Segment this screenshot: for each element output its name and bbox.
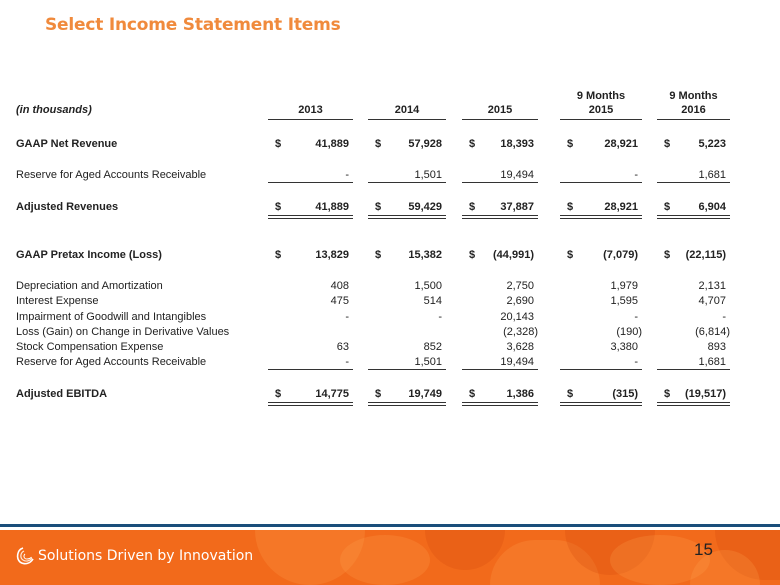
cell-value: 852 (423, 341, 442, 353)
row-label: Reserve for Aged Accounts Receivable (16, 356, 207, 368)
cell-value: 1,500 (414, 280, 442, 292)
row-label: Adjusted EBITDA (16, 388, 108, 400)
cell-value: 1,501 (414, 169, 442, 181)
cell-value: 5,223 (698, 138, 726, 150)
column-header-2015 (462, 89, 538, 117)
table-row-derivative (0, 325, 780, 339)
cell-value: - (722, 311, 726, 323)
currency-symbol: $ (375, 249, 382, 261)
subtotal-underline (462, 369, 538, 370)
total-double-underline (560, 402, 642, 406)
header-underline (462, 119, 538, 120)
currency-symbol: $ (664, 249, 671, 261)
cell-value: 3,628 (506, 341, 534, 353)
currency-symbol: $ (567, 249, 574, 261)
cell-value: 63 (336, 341, 349, 353)
table-row-interest-expense (0, 294, 780, 308)
total-double-underline (268, 215, 353, 219)
column-header-2013 (268, 89, 353, 117)
table-row-gaap-pretax-income (0, 248, 780, 262)
currency-symbol: $ (375, 201, 382, 213)
table-row-reserve-ebitda (0, 355, 780, 369)
cell-value: 1,595 (610, 295, 638, 307)
cell-value: 19,494 (500, 356, 534, 368)
subtotal-underline (268, 369, 353, 370)
cell-value: (6,814) (695, 326, 730, 338)
cell-value: 2,750 (506, 280, 534, 292)
total-double-underline (462, 402, 538, 406)
footer-banner (0, 530, 780, 585)
subtotal-underline (368, 182, 446, 183)
cell-value: 13,829 (315, 249, 349, 261)
cell-value: (315) (612, 388, 638, 400)
column-header-line1 (368, 89, 446, 103)
cell-value: - (634, 311, 638, 323)
column-header-line2: 2015 (588, 104, 614, 116)
cell-value: 2,690 (506, 295, 534, 307)
cell-value: 1,681 (698, 169, 726, 181)
total-double-underline (462, 215, 538, 219)
table-row-impairment (0, 310, 780, 324)
cell-value: 19,494 (500, 169, 534, 181)
currency-symbol: $ (275, 388, 282, 400)
cell-value: 14,775 (315, 388, 349, 400)
cell-value: 2,131 (698, 280, 726, 292)
cell-value: 1,681 (698, 356, 726, 368)
cell-value: 408 (330, 280, 349, 292)
subtotal-underline (560, 369, 642, 370)
cell-value: - (438, 311, 442, 323)
header-underline (657, 119, 730, 120)
table-row-adjusted-revenues (0, 200, 780, 214)
table-row-reserve-revenue (0, 168, 780, 182)
currency-symbol: $ (567, 201, 574, 213)
row-label: Adjusted Revenues (16, 201, 119, 213)
subtotal-underline (268, 182, 353, 183)
cell-value: 19,749 (408, 388, 442, 400)
subtotal-underline (657, 369, 730, 370)
row-label: GAAP Net Revenue (16, 138, 118, 150)
cell-value: 15,382 (408, 249, 442, 261)
cell-value: - (345, 169, 349, 181)
page-number: 15 (694, 540, 713, 559)
cell-value: 514 (423, 295, 442, 307)
currency-symbol: $ (275, 138, 282, 150)
cell-value: - (345, 311, 349, 323)
column-header-line2: 2016 (681, 104, 706, 116)
total-double-underline (657, 215, 730, 219)
currency-symbol: $ (469, 249, 476, 261)
header-underline (560, 119, 642, 120)
table-row-gaap-net-revenue (0, 137, 780, 151)
cell-value: - (345, 356, 349, 368)
column-header-9m-2015 (560, 89, 642, 117)
cell-value: 18,393 (500, 138, 534, 150)
table-row-stock-compensation (0, 340, 780, 354)
cell-value: 893 (707, 341, 726, 353)
units-label: (in thousands) (16, 104, 92, 116)
cell-value: - (634, 169, 638, 181)
decorative-circle (425, 530, 505, 570)
currency-symbol: $ (664, 138, 671, 150)
cell-value: (7,079) (603, 249, 638, 261)
cell-value: 57,928 (408, 138, 442, 150)
row-label: GAAP Pretax Income (Loss) (16, 249, 162, 261)
cell-value: - (634, 356, 638, 368)
currency-symbol: $ (275, 201, 282, 213)
currency-symbol: $ (469, 388, 476, 400)
currency-symbol: $ (375, 138, 382, 150)
cell-value: (2,328) (503, 326, 538, 338)
table-row-adjusted-ebitda (0, 387, 780, 401)
cell-value: 1,501 (414, 356, 442, 368)
subtotal-underline (657, 182, 730, 183)
row-label: Impairment of Goodwill and Intangibles (16, 311, 207, 323)
column-header-9m-2016 (657, 89, 730, 117)
table-row-depreciation (0, 279, 780, 293)
column-header-line1 (268, 89, 353, 103)
currency-symbol: $ (469, 138, 476, 150)
header-underline (268, 119, 353, 120)
cell-value: 37,887 (500, 201, 534, 213)
total-double-underline (268, 402, 353, 406)
currency-symbol: $ (469, 201, 476, 213)
footer-tagline: Solutions Driven by Innovation (38, 548, 254, 564)
total-double-underline (368, 402, 446, 406)
column-header-line1: 9 Months (669, 90, 718, 102)
cell-value: 475 (330, 295, 349, 307)
row-label: Depreciation and Amortization (16, 280, 163, 292)
subtotal-underline (462, 182, 538, 183)
currency-symbol: $ (375, 388, 382, 400)
cell-value: 59,429 (408, 201, 442, 213)
currency-symbol: $ (275, 249, 282, 261)
column-header-line2: 2015 (487, 104, 513, 116)
total-double-underline (560, 215, 642, 219)
cell-value: (22,115) (685, 249, 726, 261)
column-header-line2: 2013 (298, 104, 323, 116)
cell-value: 1,386 (506, 388, 534, 400)
header-underline (368, 119, 446, 120)
column-header-line2: 2014 (394, 104, 420, 116)
cell-value: 41,889 (315, 201, 349, 213)
swirl-logo-icon (15, 546, 35, 566)
currency-symbol: $ (664, 388, 671, 400)
row-label: Interest Expense (16, 295, 99, 307)
cell-value: 28,921 (604, 201, 638, 213)
column-header-line1 (462, 89, 538, 103)
cell-value: 20,143 (500, 311, 534, 323)
cell-value: (19,517) (685, 388, 726, 400)
cell-value: 3,380 (610, 341, 638, 353)
cell-value: (44,991) (493, 249, 534, 261)
column-header-2014 (368, 89, 446, 117)
cell-value: 4,707 (698, 295, 726, 307)
cell-value: 28,921 (604, 138, 638, 150)
page-title: Select Income Statement Items (45, 15, 341, 35)
cell-value: (190) (616, 326, 642, 338)
cell-value: 1,979 (610, 280, 638, 292)
decorative-circle (340, 535, 430, 585)
currency-symbol: $ (664, 201, 671, 213)
currency-symbol: $ (567, 138, 574, 150)
row-label: Reserve for Aged Accounts Receivable (16, 169, 207, 181)
subtotal-underline (368, 369, 446, 370)
row-label: Loss (Gain) on Change in Derivative Values (16, 326, 230, 338)
subtotal-underline (560, 182, 642, 183)
row-label: Stock Compensation Expense (16, 341, 164, 353)
cell-value: 41,889 (315, 138, 349, 150)
total-double-underline (368, 215, 446, 219)
currency-symbol: $ (567, 388, 574, 400)
column-header-line1: 9 Months (576, 90, 626, 102)
total-double-underline (657, 402, 730, 406)
cell-value: 6,904 (698, 201, 726, 213)
